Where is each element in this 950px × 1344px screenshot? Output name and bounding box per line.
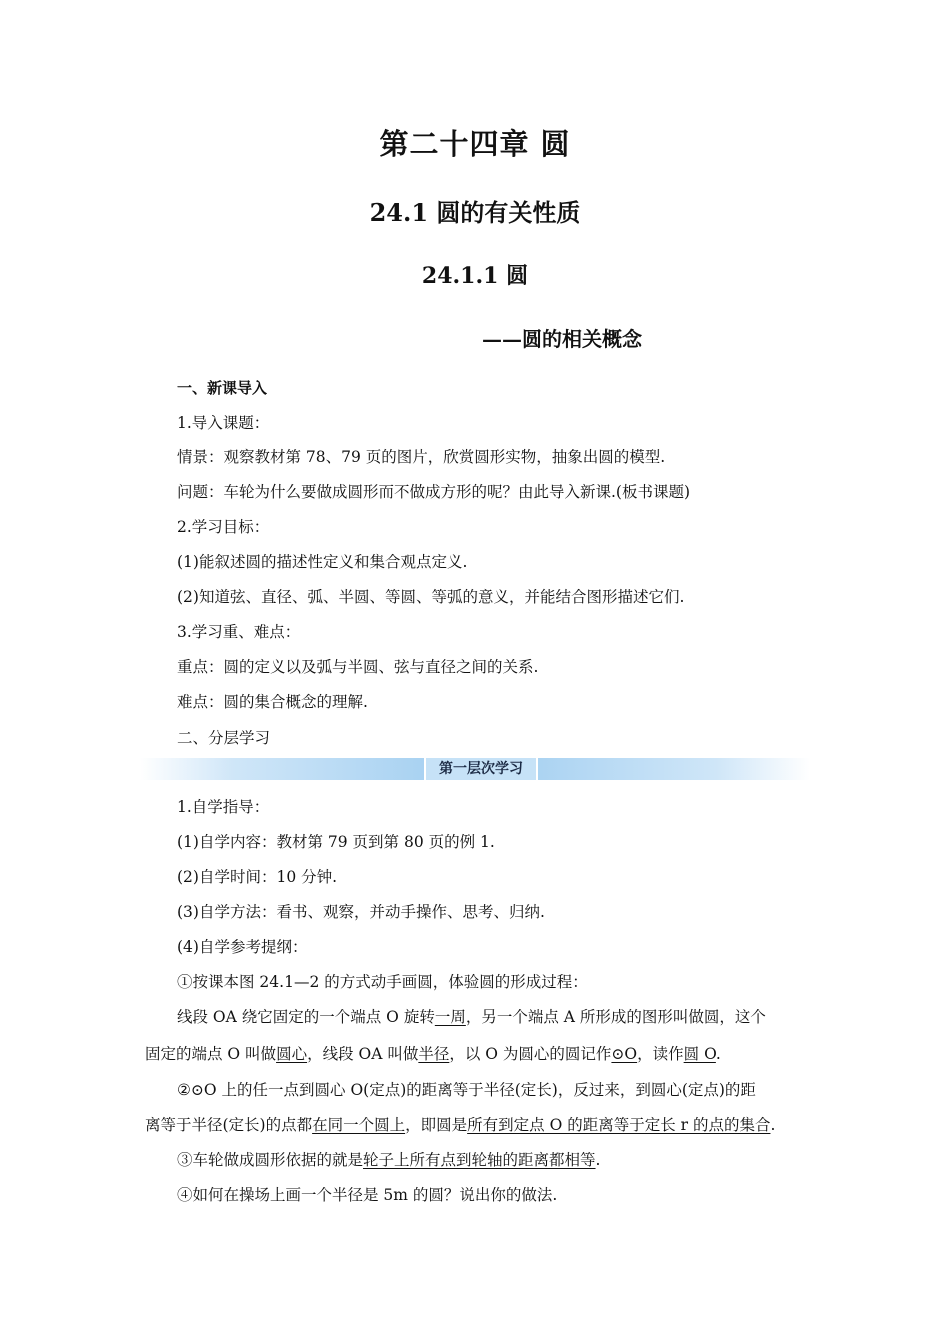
intro-item-3: 3.学习重、难点： (177, 623, 301, 641)
answer-wheel: 轮子上所有点到轮轴的距离都相等 (363, 1151, 596, 1169)
goal-1: (1)能叙述圆的描述性定义和集合观点定义. (177, 553, 468, 571)
wheel-reason: ③车轮做成圆形依据的就是轮子上所有点到轮轴的距离都相等. (177, 1151, 601, 1169)
intro-item-1: 1.导入课题： (177, 414, 270, 432)
self-study-content: (1)自学内容：教材第 79 页到第 80 页的例 1. (177, 833, 495, 851)
answer-center: 圆心 (276, 1045, 308, 1063)
set-definition-line-2: 离等于半径(定长)的点都在同一个圆上，即圆是所有到定点 O 的距离等于定长 r 的点的集合. (145, 1116, 776, 1134)
definition-line-2: 固定的端点 O 叫做圆心，线段 OA 叫做半径，以 O 为圆心的圆记作⊙O，读作圆 O. (145, 1045, 721, 1063)
chapter-title: 第二十四章 圆 (379, 127, 571, 161)
self-study-method: (3)自学方法：看书、观察，并动手操作、思考、归纳. (177, 903, 545, 921)
key-point: 重点：圆的定义以及弧与半圆、弦与直径之间的关系. (177, 658, 539, 676)
definition-line-1: 线段 OA 绕它固定的一个端点 O 旋转一周，另一个端点 A 所形成的图形叫做圆，这个 (177, 1008, 766, 1026)
answer-point-set: 所有到定点 O 的距离等于定长 r 的点的集合 (467, 1116, 771, 1134)
self-study-time: (2)自学时间：10 分钟. (177, 868, 338, 886)
answer-radius: 半径 (418, 1045, 450, 1063)
subsection-title: 24.1.1 圆 (421, 263, 529, 289)
answer-circle-symbol: ⊙O (611, 1045, 638, 1063)
section-title: 24.1 圆的有关性质 (369, 198, 581, 227)
intro-question: 问题：车轮为什么要做成圆形而不做成方形的呢？由此导入新课.(板书课题) (177, 483, 691, 501)
playground-question: ④如何在操场上画一个半径是 5m 的圆？说出你的做法. (177, 1186, 558, 1204)
self-study-outline: (4)自学参考提纲： (177, 938, 308, 956)
set-definition-line-1: ②⊙O 上的任一点到圆心 O(定点)的距离等于半径(定长)，反过来，到圆心(定点)的距 (177, 1081, 756, 1099)
answer-one-turn: 一周 (434, 1008, 466, 1026)
intro-scene: 情景：观察教材第 78、79 页的图片，欣赏圆形实物，抽象出圆的模型. (177, 448, 666, 466)
layered-heading: 二、分层学习 (177, 729, 271, 747)
goal-2: (2)知道弦、直径、弧、半圆、等圆、等弧的意义，并能结合图形描述它们. (177, 588, 685, 606)
answer-circle-reading: 圆 O (683, 1045, 716, 1063)
self-study-guide: 1.自学指导： (177, 798, 270, 816)
difficulty-point: 难点：圆的集合概念的理解. (177, 693, 368, 711)
intro-item-2: 2.学习目标： (177, 518, 270, 536)
level-banner (140, 758, 810, 780)
answer-same-circle: 在同一个圆上 (312, 1116, 406, 1134)
intro-heading: 一、新课导入 (177, 379, 268, 397)
level-banner-label: 第一层次学习 (424, 758, 538, 780)
outline-step-1: ①按课本图 24.1—2 的方式动手画圆，体验圆的形成过程： (177, 973, 588, 991)
lesson-subtitle: ——圆的相关概念 (482, 327, 642, 351)
